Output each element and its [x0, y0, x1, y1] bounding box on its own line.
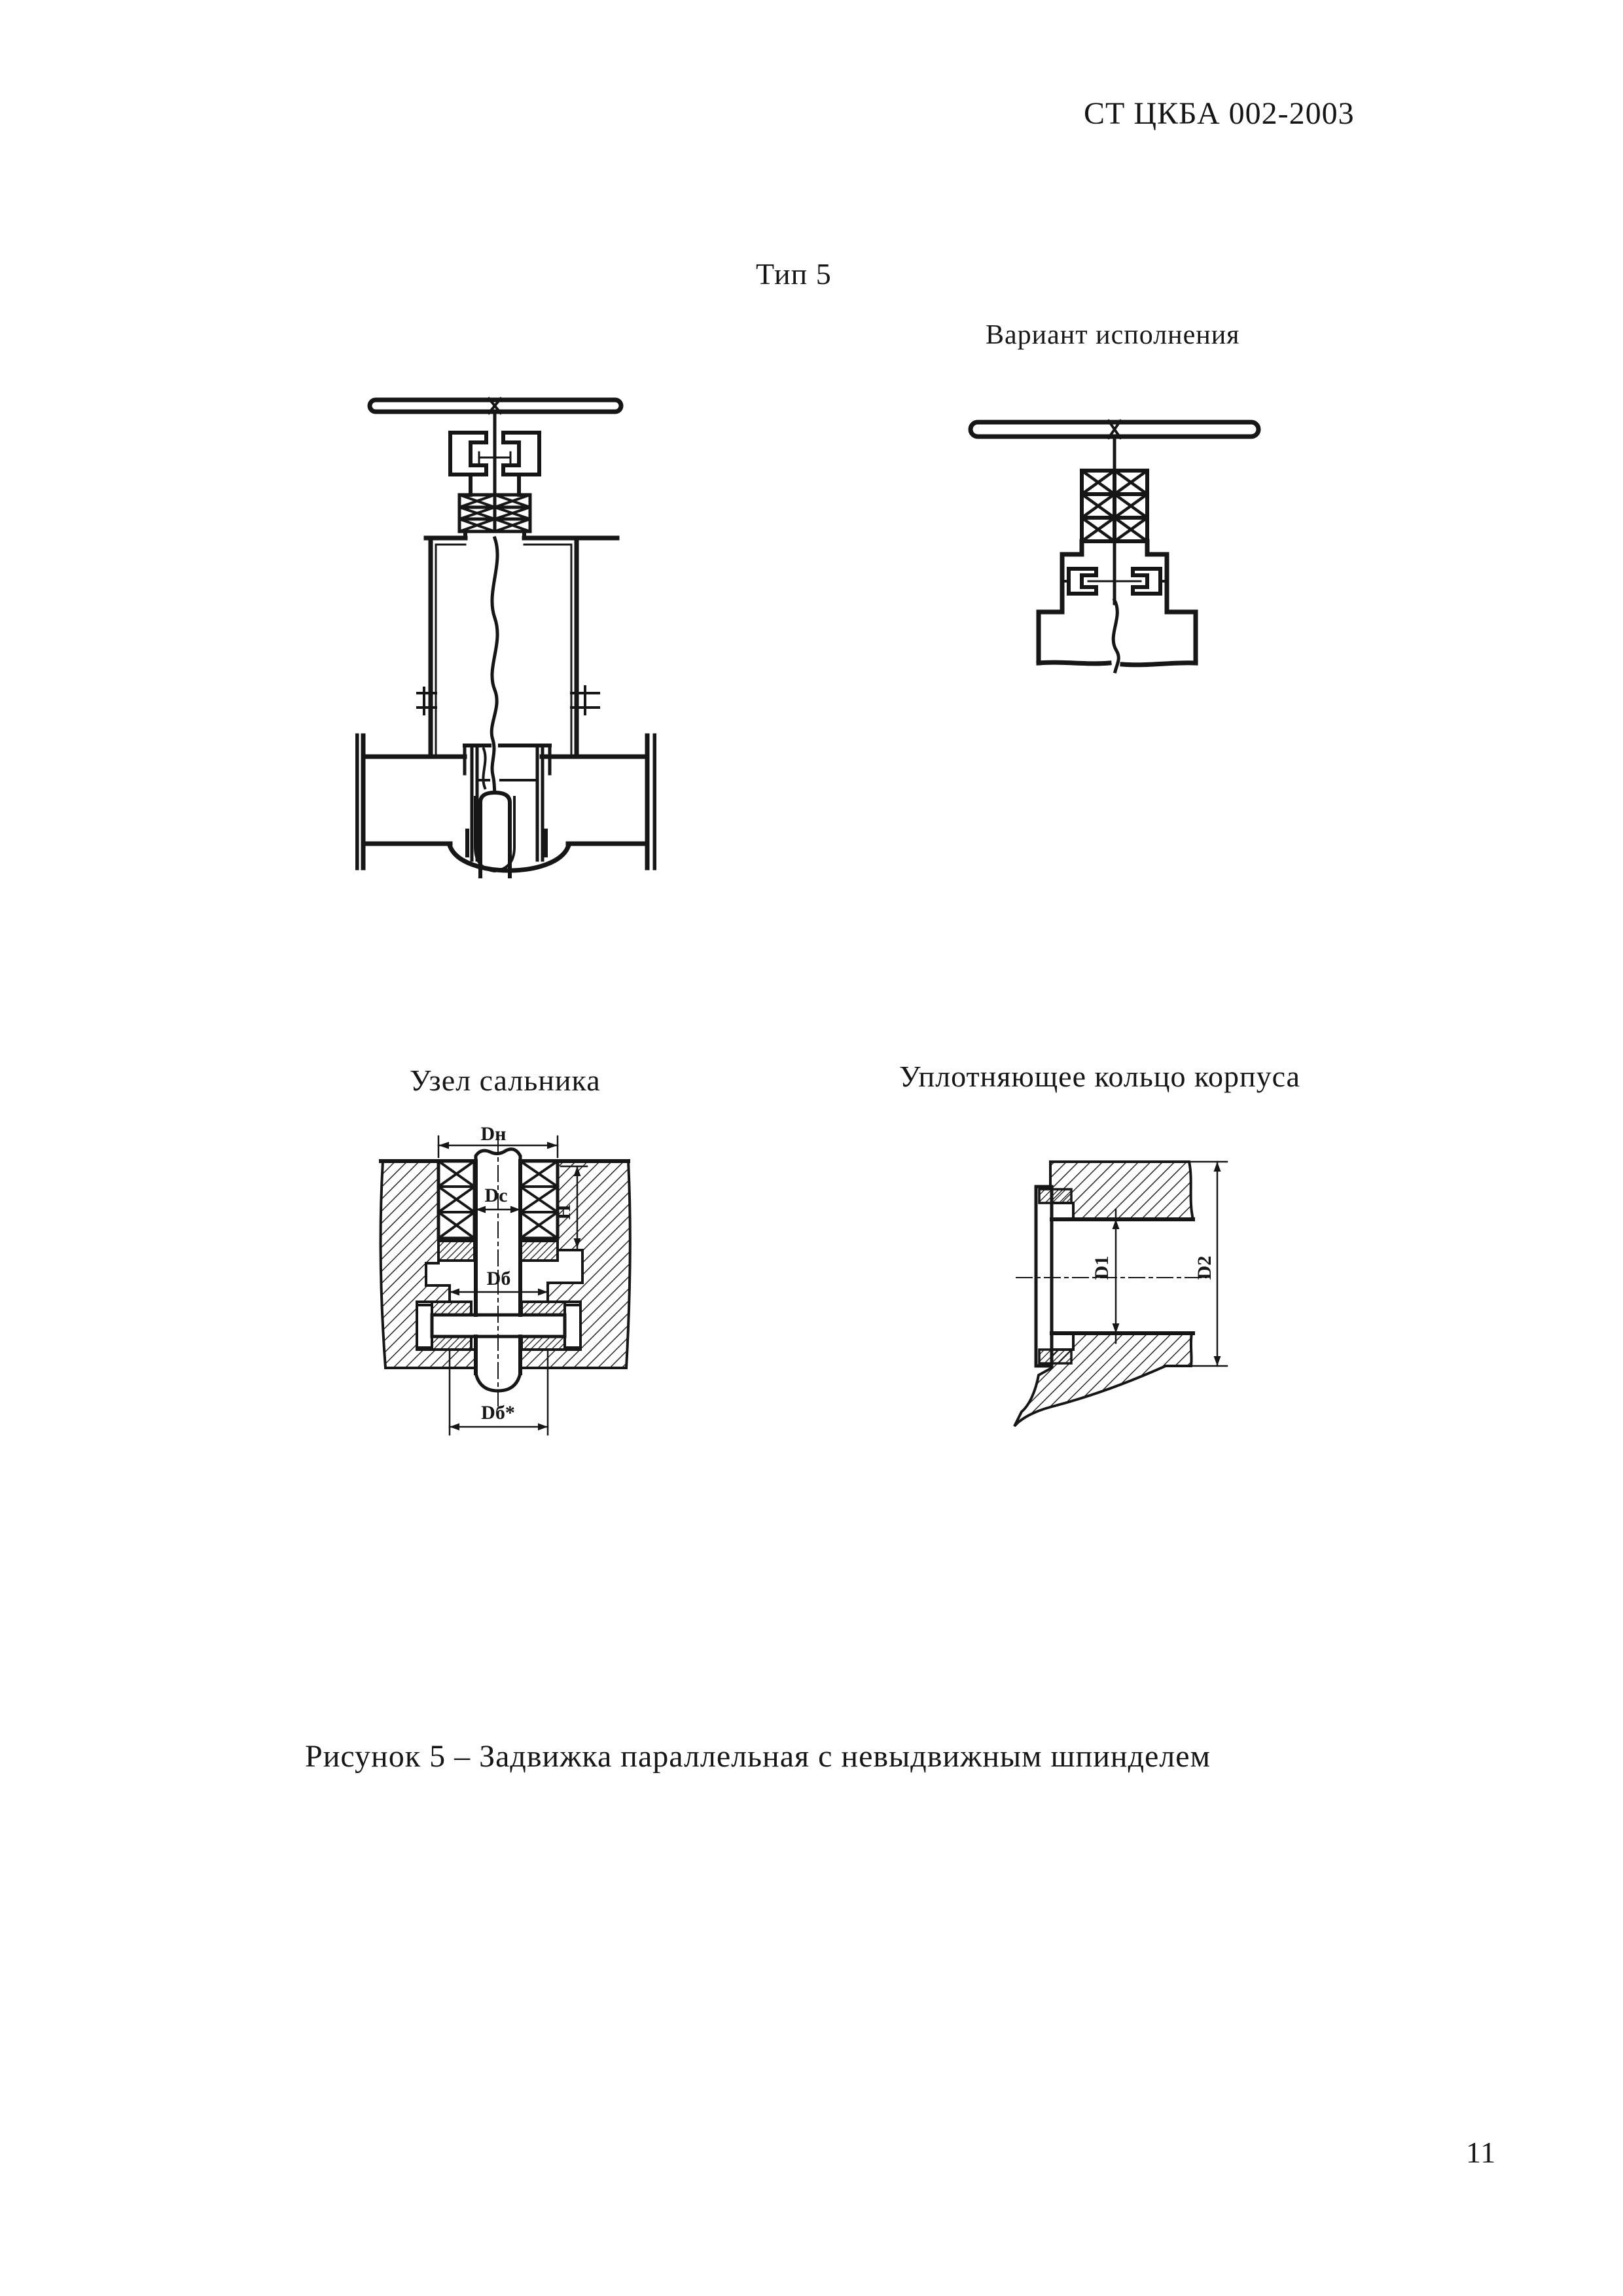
doc-standard-number: СТ ЦКБА 002-2003	[1084, 96, 1355, 131]
page-number: 11	[1466, 2136, 1497, 2169]
valve-body	[426, 538, 617, 757]
dim-bushing-ref-label: Dб*	[481, 1402, 515, 1424]
dim-outer-label: Dн	[480, 1123, 507, 1145]
type-label: Тип 5	[756, 257, 832, 291]
seal-ring-section	[1036, 1187, 1071, 1366]
dim-height-label: H	[553, 1204, 575, 1220]
stem-break-line	[483, 538, 497, 793]
packing-box	[1082, 471, 1147, 541]
dim-stem-label: Dс	[484, 1185, 508, 1206]
valve-type5-drawing	[355, 395, 656, 880]
stuffing-box-drawing	[363, 1121, 677, 1546]
packing-box	[459, 495, 530, 538]
bonnet-bolt-left	[418, 688, 436, 714]
body-break-line	[1113, 600, 1118, 672]
dim-inner-label: D1	[1091, 1255, 1113, 1280]
stuffing-box-title: Узел сальника	[410, 1064, 601, 1097]
valve-variant-drawing	[962, 414, 1270, 675]
dim-outer-label: D2	[1194, 1255, 1215, 1280]
seal-ring-title: Уплотняющее кольцо корпуса	[899, 1060, 1300, 1093]
variant-label: Вариант исполнения	[986, 320, 1240, 350]
figure-caption: Рисунок 5 – Задвижка параллельная с невыдвижным шпинделем	[305, 1739, 1211, 1774]
gate-disc	[475, 793, 514, 876]
gate-chamber	[465, 745, 550, 860]
pipe-flanges	[357, 736, 655, 868]
seal-ring-drawing	[1001, 1142, 1296, 1561]
dimension-labels	[1091, 1256, 1215, 1280]
dim-bushing-label: Dб	[486, 1268, 511, 1289]
